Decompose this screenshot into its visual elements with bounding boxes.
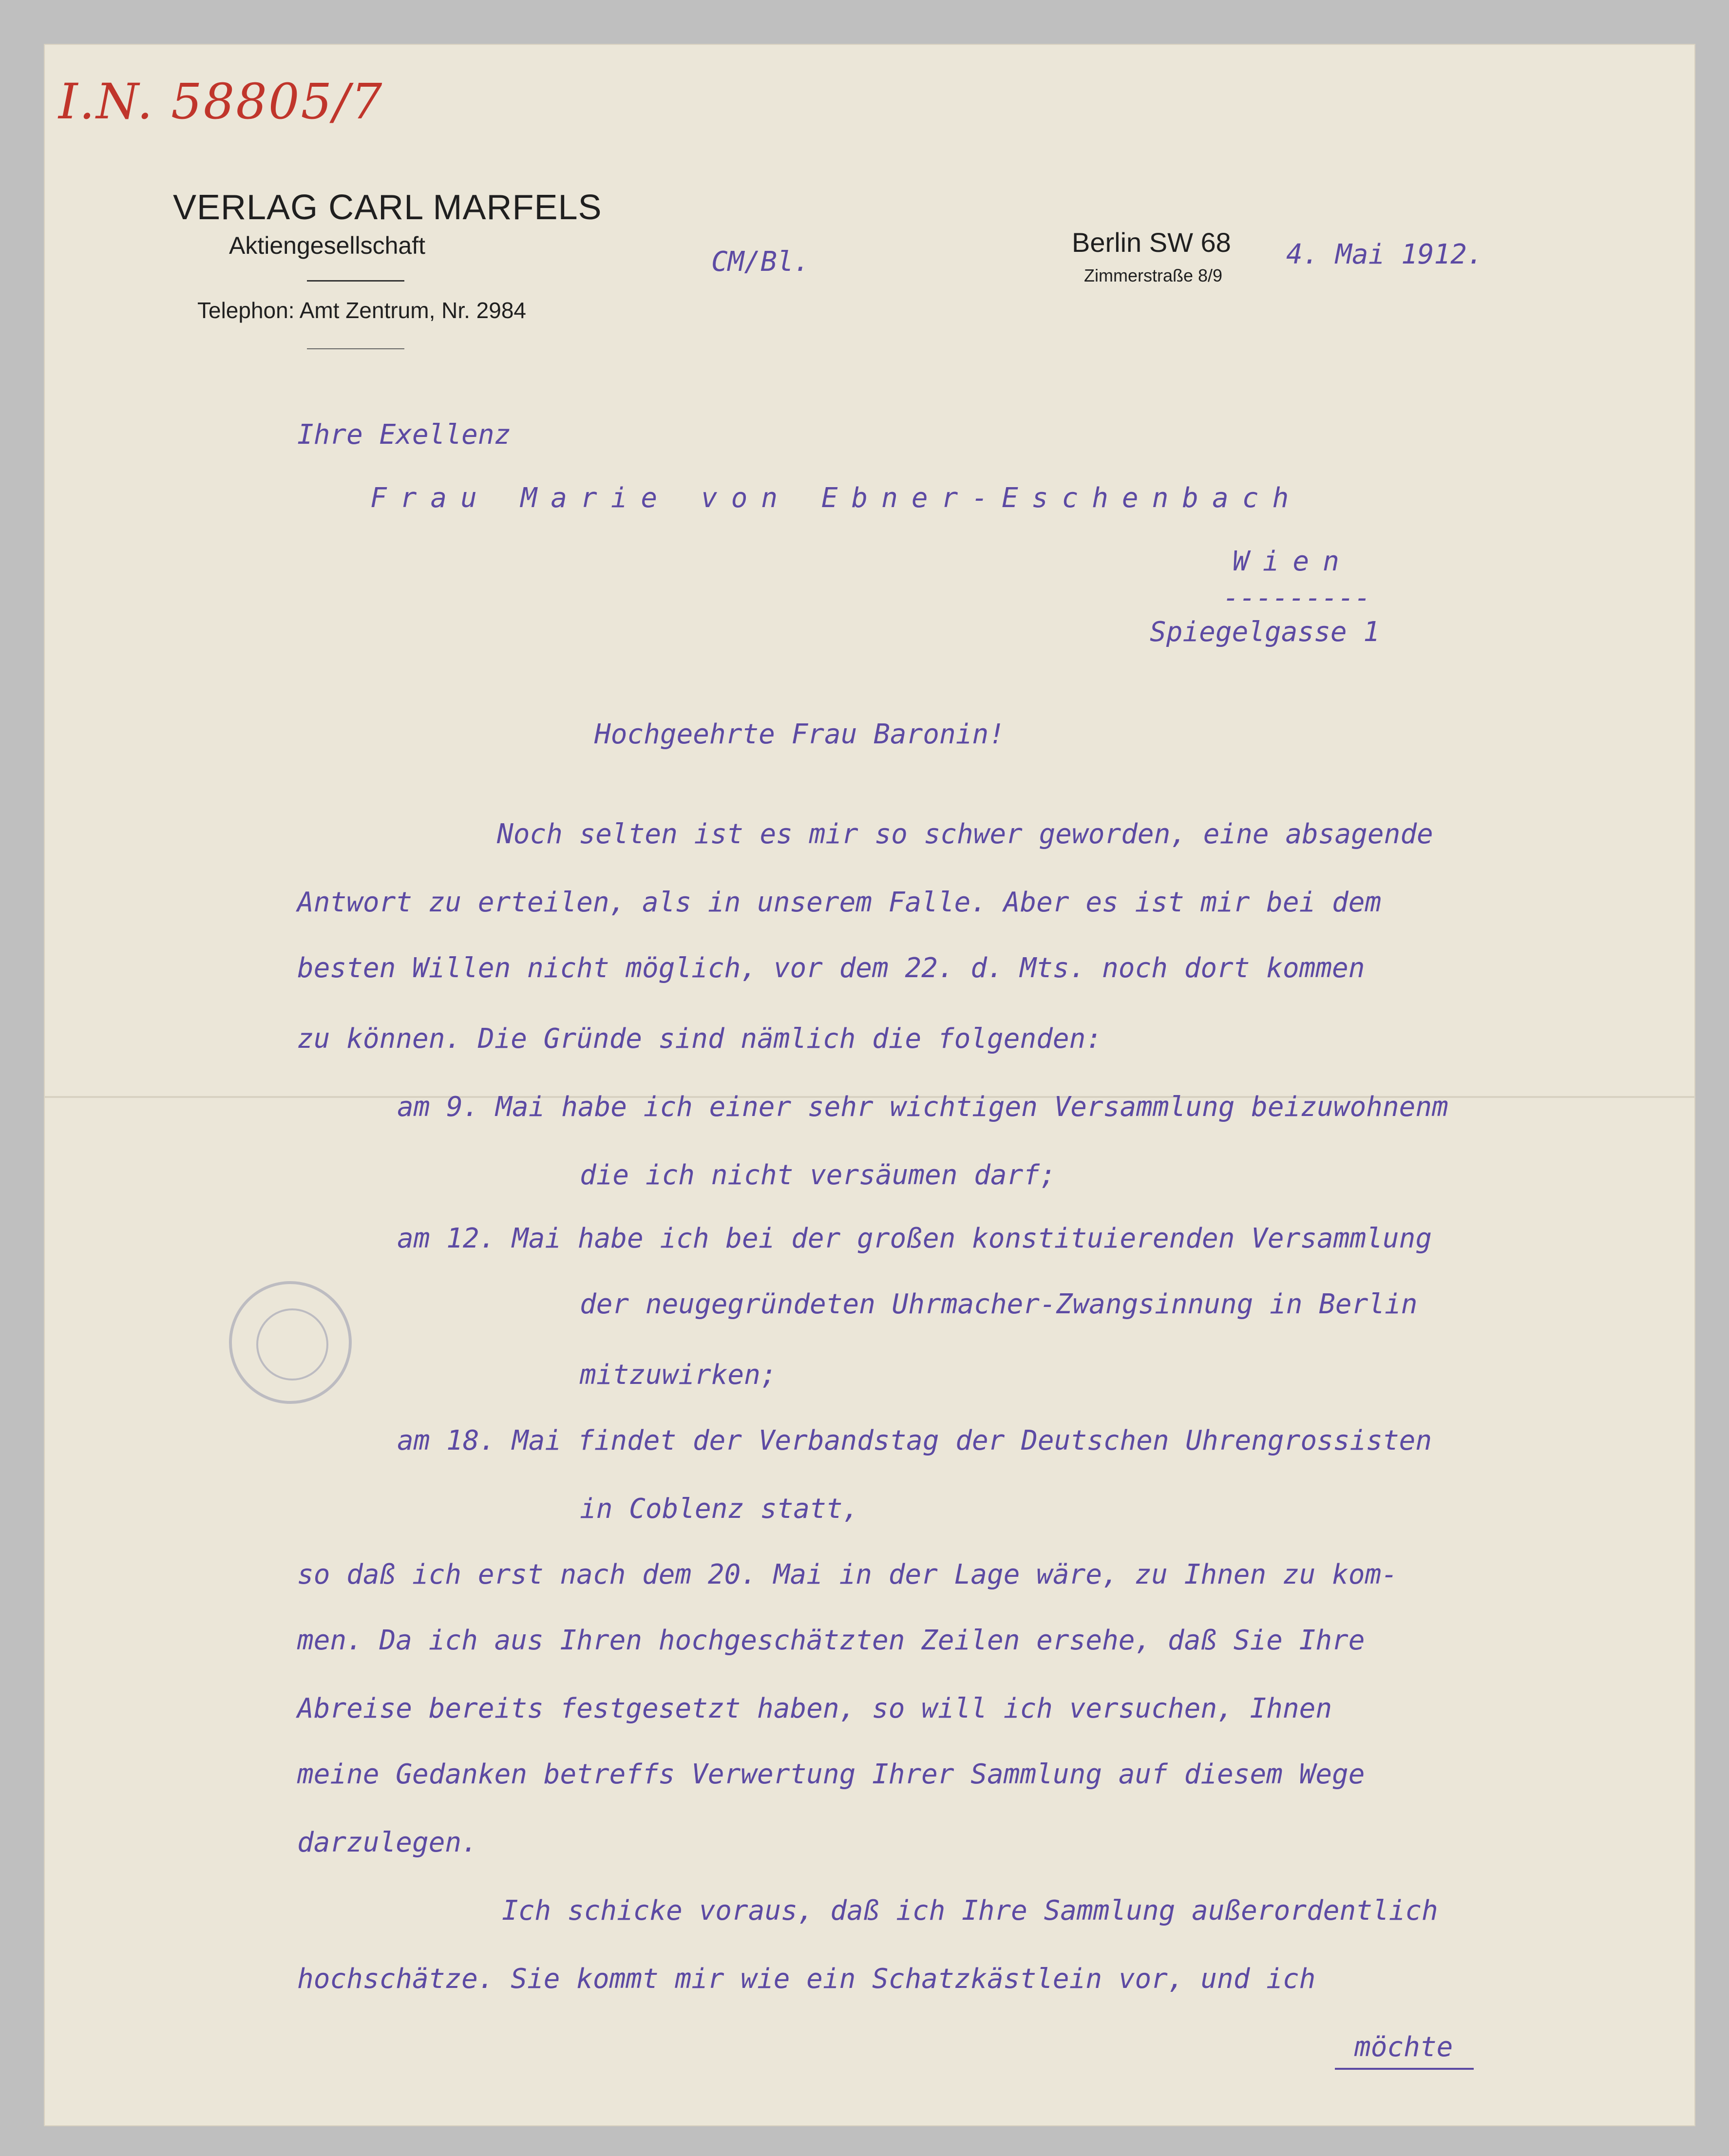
body-line: am 18. Mai findet der Verbandstag der Deutschen Uhrengrossisten xyxy=(397,1425,1432,1456)
catchword-underline xyxy=(1335,2068,1474,2070)
letterhead-rule-lower xyxy=(307,348,404,349)
body-line: zu können. Die Gründe sind nämlich die folgenden: xyxy=(297,1023,1102,1055)
company-name: VERLAG CARL MARFELS xyxy=(173,188,602,227)
company-phone: Telephon: Amt Zentrum, Nr. 2984 xyxy=(197,298,527,323)
reference-code: CM/Bl. xyxy=(711,246,810,278)
address-line: Wien xyxy=(1233,546,1353,577)
company-subtitle: Aktiengesellschaft xyxy=(229,232,426,259)
body-line: meine Gedanken betreffs Verwertung Ihrer Sammlung auf diesem Wege xyxy=(297,1759,1365,1790)
body-line: am 9. Mai habe ich einer sehr wichtigen Versammlung beizuwohnenm xyxy=(397,1091,1448,1123)
company-city: Berlin SW 68 xyxy=(1072,227,1231,258)
body-line: Abreise bereits festgesetzt haben, so will ich versuchen, Ihnen xyxy=(297,1693,1332,1724)
body-line: Antwort zu erteilen, als in unserem Falle. Aber es ist mir bei dem xyxy=(297,887,1382,918)
archive-number: I.N. 58805/7 xyxy=(58,73,384,130)
company-street: Zimmerstraße 8/9 xyxy=(1084,265,1223,285)
letter-date: 4. Mai 1912. xyxy=(1286,239,1483,270)
body-line: am 12. Mai habe ich bei der großen konstituierenden Versammlung xyxy=(397,1223,1432,1254)
body-line: der neugegründeten Uhrmacher-Zwangsinnung in Berlin xyxy=(580,1288,1418,1320)
body-line: Noch selten ist es mir so schwer geworden, eine absagende xyxy=(497,818,1433,850)
address-line: --------- xyxy=(1223,582,1371,614)
body-line: darzulegen. xyxy=(297,1827,478,1858)
body-line: so daß ich erst nach dem 20. Mai in der Lage wäre, zu Ihnen zu kom- xyxy=(297,1559,1398,1590)
address-line: Ihre Exellenz xyxy=(297,419,511,451)
body-line: die ich nicht versäumen darf; xyxy=(580,1159,1056,1191)
letter-page xyxy=(44,44,1695,2126)
library-stamp xyxy=(229,1281,352,1404)
body-line: in Coblenz statt, xyxy=(580,1493,859,1525)
body-line: mitzuwirken; xyxy=(580,1359,777,1391)
body-line: besten Willen nicht möglich, vor dem 22. d. Mts. noch dort kommen xyxy=(297,952,1365,984)
salutation: Hochgeehrte Frau Baronin! xyxy=(594,719,1005,750)
body-line: men. Da ich aus Ihren hochgeschätzten Zeilen ersehe, daß Sie Ihre xyxy=(297,1625,1365,1656)
body-line: Ich schicke voraus, daß ich Ihre Sammlung außerordentlich xyxy=(502,1895,1438,1927)
catchword: möchte xyxy=(1354,2031,1453,2063)
address-line: Frau Marie von Ebner-Eschenbach xyxy=(370,482,1303,514)
body-line: hochschätze. Sie kommt mir wie ein Schatzkästlein vor, und ich xyxy=(297,1963,1316,1995)
address-line: Spiegelgasse 1 xyxy=(1150,616,1380,648)
letterhead-rule xyxy=(307,280,404,282)
